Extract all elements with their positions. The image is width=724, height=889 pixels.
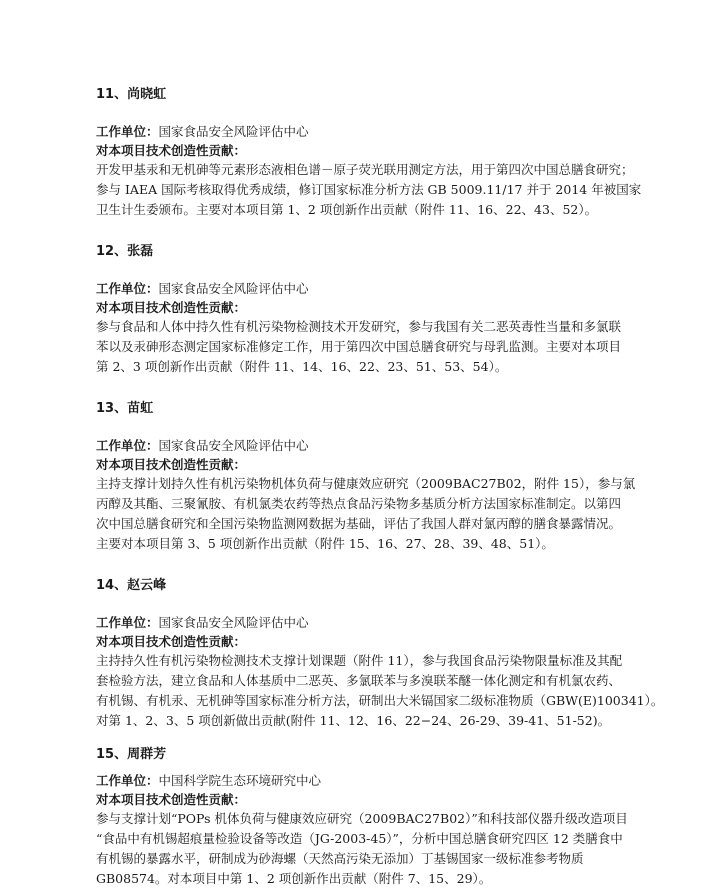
contribution-text-line: 对第 1、2、3、5 项创新做出贡献(附件 11、12、16、22−24、26-29、39-41、51-52)。 — [96, 713, 611, 728]
contributor-heading: 15、周群芳 — [96, 747, 167, 762]
contributor-heading: 12、张磊 — [96, 244, 154, 259]
contributor-heading: 11、尚晓虹 — [96, 87, 167, 102]
contributor-entry-14 — [96, 576, 684, 731]
contribution-label: 对本项目技术创造性贡献： — [96, 792, 247, 807]
work-unit-line — [96, 122, 684, 141]
contribution-text-line: 有机锡、有机汞、无机砷等国家标准分析方法，研制出大米镉国家二级标准物质（GBW(E)100341）。 — [96, 693, 664, 708]
work-unit-label: 工作单位： — [96, 124, 159, 139]
contributor-heading: 14、赵云峰 — [96, 578, 167, 593]
work-unit-line — [96, 771, 684, 790]
work-unit-value: 国家食品安全风险评估中心 — [158, 615, 309, 630]
work-unit-line — [96, 436, 684, 455]
contribution-text-line: 卫生计生委颁布。主要对本项目第 1、2 项创新作出贡献（附件 11、16、22、43、52）。 — [96, 202, 598, 217]
contribution-label: 对本项目技术创造性贡献： — [96, 457, 247, 472]
work-unit-value: 国家食品安全风险评估中心 — [158, 281, 309, 296]
contribution-text-line: GB08574。对本项目中第 1、2 项创新作出贡献（附件 7、15、29）。 — [96, 871, 492, 886]
contribution-text-line: 参与支撑计划“POPs 机体负荷与健康效应研究（2009BAC27B02）”和科技部仪器升级改造项目 — [96, 811, 628, 826]
contributor-heading: 13、苗虹 — [96, 401, 154, 416]
work-unit-value: 中国科学院生态环境研究中心 — [158, 773, 322, 788]
work-unit-line — [96, 613, 684, 632]
contribution-text-line: 参与 IAEA 国际考核取得优秀成绩，修订国家标准分析方法 GB 5009.11/17 并于 2014 年被国家 — [96, 182, 642, 197]
contribution-text-line: 主持支撑计划持久性有机污染物机体负荷与健康效应研究（2009BAC27B02，附件 15），参与氯 — [96, 476, 636, 491]
work-unit-label: 工作单位： — [96, 773, 159, 788]
contribution-text-line: 参与食品和人体中持久性有机污染物检测技术开发研究，参与我国有关二恶英毒性当量和多氯联 — [96, 319, 622, 334]
contribution-label: 对本项目技术创造性贡献： — [96, 634, 247, 649]
contributor-entry-13 — [96, 399, 684, 554]
contribution-label: 对本项目技术创造性贡献： — [96, 143, 247, 158]
contributor-entry-15 — [96, 745, 684, 889]
contribution-text-line: 有机锡的暴露水平，研制成为砂海螺（天然高污染无添加）丁基锡国家一级标准参考物质 — [96, 851, 584, 866]
contribution-text-line: 套检验方法，建立食品和人体基质中二恶英、多氯联苯与多溴联苯醚一体化测定和有机氯农药、 — [96, 673, 622, 688]
contribution-text-line: 丙醇及其酯、三聚氰胺、有机氯类农药等热点食品污染物多基质分析方法国家标准制定。以第四 — [96, 496, 622, 511]
contribution-text-line: 主要对本项目第 3、5 项创新作出贡献（附件 15、16、27、28、39、48、51）。 — [96, 536, 554, 551]
contribution-text-line: “食品中有机锡超痕量检验设备等改造（JG-2003-45）”，分析中国总膳食研究四区 12 类膳食中 — [96, 831, 623, 846]
work-unit-label: 工作单位： — [96, 281, 159, 296]
work-unit-label: 工作单位： — [96, 615, 159, 630]
work-unit-label: 工作单位： — [96, 438, 159, 453]
work-unit-value: 国家食品安全风险评估中心 — [158, 124, 309, 139]
contribution-text-line: 开发甲基汞和无机砷等元素形态液相色谱－原子荧光联用测定方法，用于第四次中国总膳食研究； — [96, 162, 634, 177]
work-unit-value: 国家食品安全风险评估中心 — [158, 438, 309, 453]
contributor-entry-12 — [96, 242, 684, 377]
contribution-text-line: 苯以及汞砷形态测定国家标准修定工作，用于第四次中国总膳食研究与母乳监测。主要对本项目 — [96, 339, 622, 354]
contribution-text-line: 主持持久性有机污染物检测技术支撑计划课题（附件 11），参与我国食品污染物限量标准及其配 — [96, 653, 623, 668]
contribution-text-line: 次中国总膳食研究和全国污染物监测网数据为基础，评估了我国人群对氯丙醇的膳食暴露情况。 — [96, 516, 622, 531]
contribution-text-line: 第 2、3 项创新作出贡献（附件 11、14、16、22、23、51、53、54）。 — [96, 359, 508, 374]
contributor-entry-11 — [96, 85, 684, 220]
contribution-label: 对本项目技术创造性贡献： — [96, 300, 247, 315]
work-unit-line — [96, 279, 684, 298]
